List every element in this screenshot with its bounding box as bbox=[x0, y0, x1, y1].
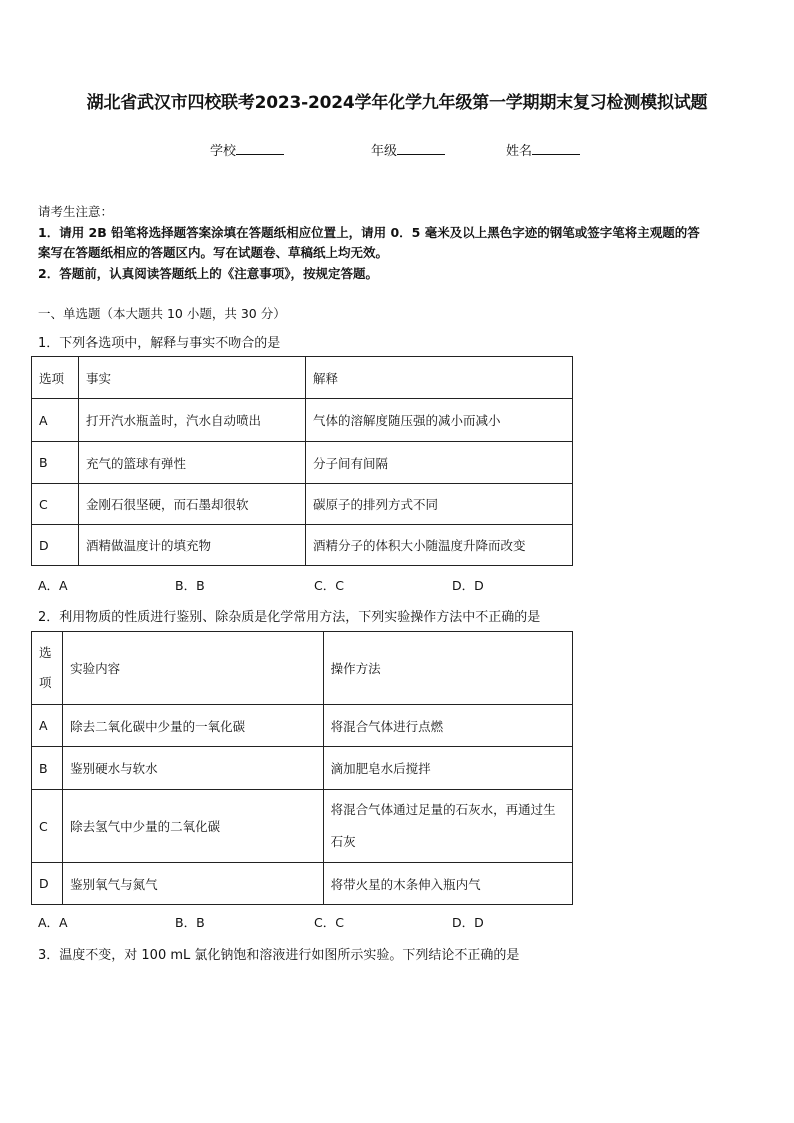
question-1-table bbox=[31, 356, 573, 566]
table-cell: 滴加肥皂水后搅拌 bbox=[323, 747, 572, 790]
option-a[interactable]: A．A bbox=[38, 578, 68, 593]
table-cell: 酒精做温度计的填充物 bbox=[79, 525, 306, 566]
table-header-cell: 操作方法 bbox=[323, 632, 572, 705]
table-row bbox=[32, 525, 573, 566]
table-cell: 酒精分子的体积大小随温度升降而改变 bbox=[306, 525, 573, 566]
notice-line-2: 2．答题前，认真阅读答题纸上的《注意事项》，按规定答题。 bbox=[38, 265, 378, 281]
option-c[interactable]: C．C bbox=[314, 915, 344, 930]
option-c[interactable]: C．C bbox=[314, 578, 344, 593]
option-b[interactable]: B．B bbox=[175, 578, 205, 593]
table-cell: 将混合气体进行点燃 bbox=[323, 705, 572, 747]
school-blank bbox=[236, 142, 284, 155]
grade-blank bbox=[397, 142, 445, 155]
table-cell: D bbox=[32, 525, 79, 566]
table-cell: C bbox=[32, 790, 63, 863]
question-1-options bbox=[38, 576, 598, 594]
question-2-text: 2．利用物质的性质进行鉴别、除杂质是化学常用方法，下列实验操作方法中不正确的是 bbox=[38, 610, 541, 625]
table-cell: 将混合气体通过足量的石灰水，再通过生石灰 bbox=[323, 790, 572, 863]
table-cell: 金刚石很坚硬，而石墨却很软 bbox=[79, 484, 306, 525]
grade-field bbox=[371, 140, 445, 159]
table-row bbox=[32, 484, 573, 525]
table-cell: 除去氢气中少量的二氧化碳 bbox=[63, 790, 323, 863]
option-b[interactable]: B．B bbox=[175, 915, 205, 930]
question-3-text: 3．温度不变，对 100 mL 氯化钠饱和溶液进行如图所示实验。下列结论不正确的是 bbox=[38, 948, 520, 963]
page-title: 湖北省武汉市四校联考2023-2024学年化学九年级第一学期期末复习检测模拟试题 bbox=[86, 93, 708, 113]
table-header-row bbox=[32, 357, 573, 399]
table-cell: 鉴别氧气与氮气 bbox=[63, 863, 323, 905]
table-cell: 碳原子的排列方式不同 bbox=[306, 484, 573, 525]
table-row bbox=[32, 705, 573, 747]
table-cell: D bbox=[32, 863, 63, 905]
table-row bbox=[32, 863, 573, 905]
table-cell: 打开汽水瓶盖时，汽水自动喷出 bbox=[79, 399, 306, 442]
table-cell: 气体的溶解度随压强的减小而减小 bbox=[306, 399, 573, 442]
table-header-cell: 解释 bbox=[306, 357, 573, 399]
table-header-cell: 选项 bbox=[32, 632, 63, 705]
table-header-cell: 事实 bbox=[79, 357, 306, 399]
notice-line-1b: 案写在答题纸相应的答题区内。写在试题卷、草稿纸上均无效。 bbox=[38, 245, 389, 260]
question-2-options bbox=[38, 913, 598, 931]
school-field bbox=[210, 140, 284, 159]
table-cell: C bbox=[32, 484, 79, 525]
table-cell: B bbox=[32, 747, 63, 790]
question-2-table bbox=[31, 631, 573, 905]
table-cell: 充气的篮球有弹性 bbox=[79, 442, 306, 484]
table-header-cell: 实验内容 bbox=[63, 632, 323, 705]
table-cell: 将带火星的木条伸入瓶内气 bbox=[323, 863, 572, 905]
table-header-row bbox=[32, 632, 573, 705]
table-row bbox=[32, 442, 573, 484]
name-blank bbox=[532, 142, 580, 155]
option-a[interactable]: A．A bbox=[38, 915, 68, 930]
table-header-cell: 选项 bbox=[32, 357, 79, 399]
question-1-text: 1．下列各选项中，解释与事实不吻合的是 bbox=[38, 336, 281, 351]
name-field bbox=[506, 140, 580, 159]
table-cell: A bbox=[32, 399, 79, 442]
table-row bbox=[32, 399, 573, 442]
name-label: 姓名 bbox=[506, 144, 533, 159]
table-row bbox=[32, 790, 573, 863]
table-cell: 鉴别硬水与软水 bbox=[63, 747, 323, 790]
table-cell: 分子间有间隔 bbox=[306, 442, 573, 484]
table-cell: 除去二氧化碳中少量的一氧化碳 bbox=[63, 705, 323, 747]
exam-notice bbox=[38, 202, 760, 284]
table-cell: A bbox=[32, 705, 63, 747]
notice-line-1a: 1．请用 2B 铅笔将选择题答案涂填在答题纸相应位置上，请用 0．5 毫米及以上黑色字迹的钢笔或签字笔将主观题的答 bbox=[38, 224, 700, 240]
grade-label: 年级 bbox=[371, 144, 398, 159]
table-cell: B bbox=[32, 442, 79, 484]
notice-heading: 请考生注意： bbox=[38, 204, 114, 219]
school-label: 学校 bbox=[210, 144, 237, 159]
option-d[interactable]: D．D bbox=[452, 915, 484, 930]
table-row bbox=[32, 747, 573, 790]
option-d[interactable]: D．D bbox=[452, 578, 484, 593]
section-heading: 一、单选题（本大题共 10 小题，共 30 分） bbox=[38, 306, 286, 321]
